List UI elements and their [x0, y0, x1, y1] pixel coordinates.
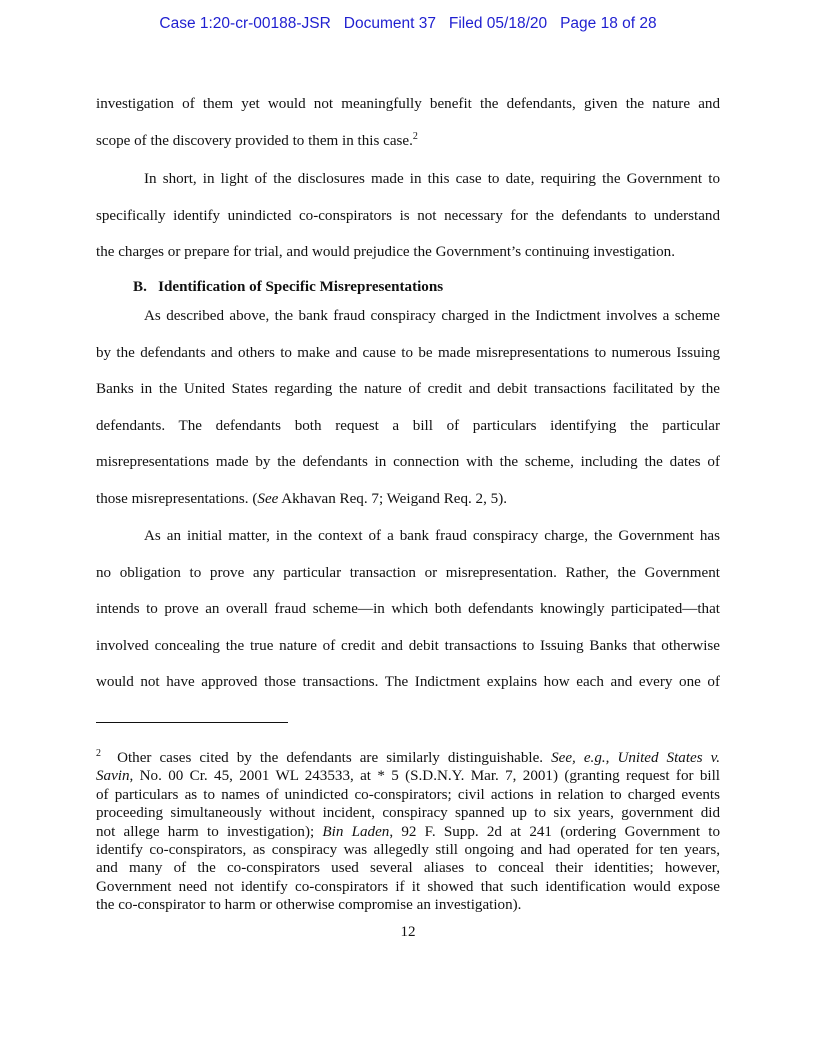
page-number: 12 — [400, 924, 416, 940]
text-line: As described above, the bank fraud conspiracy charged in the Indictment involves a scheme — [144, 308, 720, 324]
text-line: As an initial matter, in the context of a bank fraud conspiracy charge, the Government has — [144, 528, 720, 544]
section-heading: B. Identification of Specific Misrepresentations — [133, 279, 444, 295]
footnote-2 — [96, 749, 720, 915]
paragraph-3 — [96, 298, 720, 518]
text-line: involved concealing the true nature of credit and debit transactions to Issuing Banks that otherwise — [96, 637, 720, 654]
footnote-line: proceeding simultaneously without incident, conspiracy spanned up to six years, government did — [96, 805, 720, 822]
filed-date: Filed 05/18/20 — [448, 15, 548, 32]
footnote-number: 2 — [96, 749, 101, 759]
case-number: Case 1:20-cr-00188-JSR — [159, 15, 331, 32]
text-line: specifically identify unindicted co-conspirators is not necessary for the defendants to understand — [96, 207, 720, 224]
text-line: would not have approved those transactions. The Indictment explains how each and every one of — [96, 674, 720, 691]
text-line: In short, in light of the disclosures made in this case to date, requiring the Government to — [144, 171, 720, 187]
text-line: by the defendants and others to make and cause to be made misrepresentations to numerous Issuing — [96, 344, 720, 361]
text-line: Banks in the United States regarding the nature of credit and debit transactions facilitated by the — [96, 381, 720, 398]
text-line: those misrepresentations. (See Akhavan Req. 7; Weigand Req. 2, 5). — [96, 490, 507, 507]
text-line: investigation of them yet would not meaningfully benefit the defendants, given the nature and — [96, 96, 720, 112]
case-header — [0, 15, 816, 33]
citation-signal: See — [257, 490, 279, 507]
footnote-line: and many of the co-conspirators used several aliases to conceal their identities; however, — [96, 860, 720, 877]
footnote-line: $^2$ Other cases cited by the defendants are similarly distinguishable. See, e.g., United States v. — [96, 749, 720, 766]
footnote-line: the co-conspirator to harm or otherwise compromise an investigation). — [96, 897, 522, 914]
footnote-line: identify co-conspirators, as conspiracy was allegedly still ongoing and had operated for ten years, — [96, 841, 720, 858]
document-number: Document 37 — [343, 15, 436, 32]
footnote-line: not allege harm to investigation); Bin Laden, 92 F. Supp. 2d at 241 (ordering Government to — [96, 823, 720, 840]
text-line: the charges or prepare for trial, and would prejudice the Government’s continuing investigation. — [96, 244, 675, 261]
text-line: scope of the discovery provided to them in this case.$^2$ — [96, 130, 418, 149]
footnote-line: Government need not identify co-conspirators if it showed that such identification would expose — [96, 878, 720, 895]
text-line: intends to prove an overall fraud scheme—in which both defendants knowingly participated—that — [96, 601, 720, 618]
page-count: Page 18 of 28 — [560, 15, 657, 32]
paragraph-1 — [96, 86, 720, 159]
footnote-line: Savin, No. 00 Cr. 45, 2001 WL 243533, at * 5 (S.D.N.Y. Mar. 7, 2001) (granting request for bill — [96, 768, 720, 785]
text-line: misrepresentations made by the defendants in connection with the scheme, including the dates of — [96, 454, 720, 471]
paragraph-4 — [96, 518, 720, 701]
text-line: no obligation to prove any particular transaction or misrepresentation. Rather, the Government — [96, 564, 720, 581]
footnote-separator — [96, 722, 288, 723]
paragraph-2 — [96, 161, 720, 271]
text-line: defendants. The defendants both request a bill of particulars identifying the particular — [96, 417, 720, 434]
footnote-line: of particulars as to names of unindicted co-conspirators; civil actions in relation to charged events — [96, 786, 720, 803]
footnote-reference: 2 — [412, 130, 418, 142]
